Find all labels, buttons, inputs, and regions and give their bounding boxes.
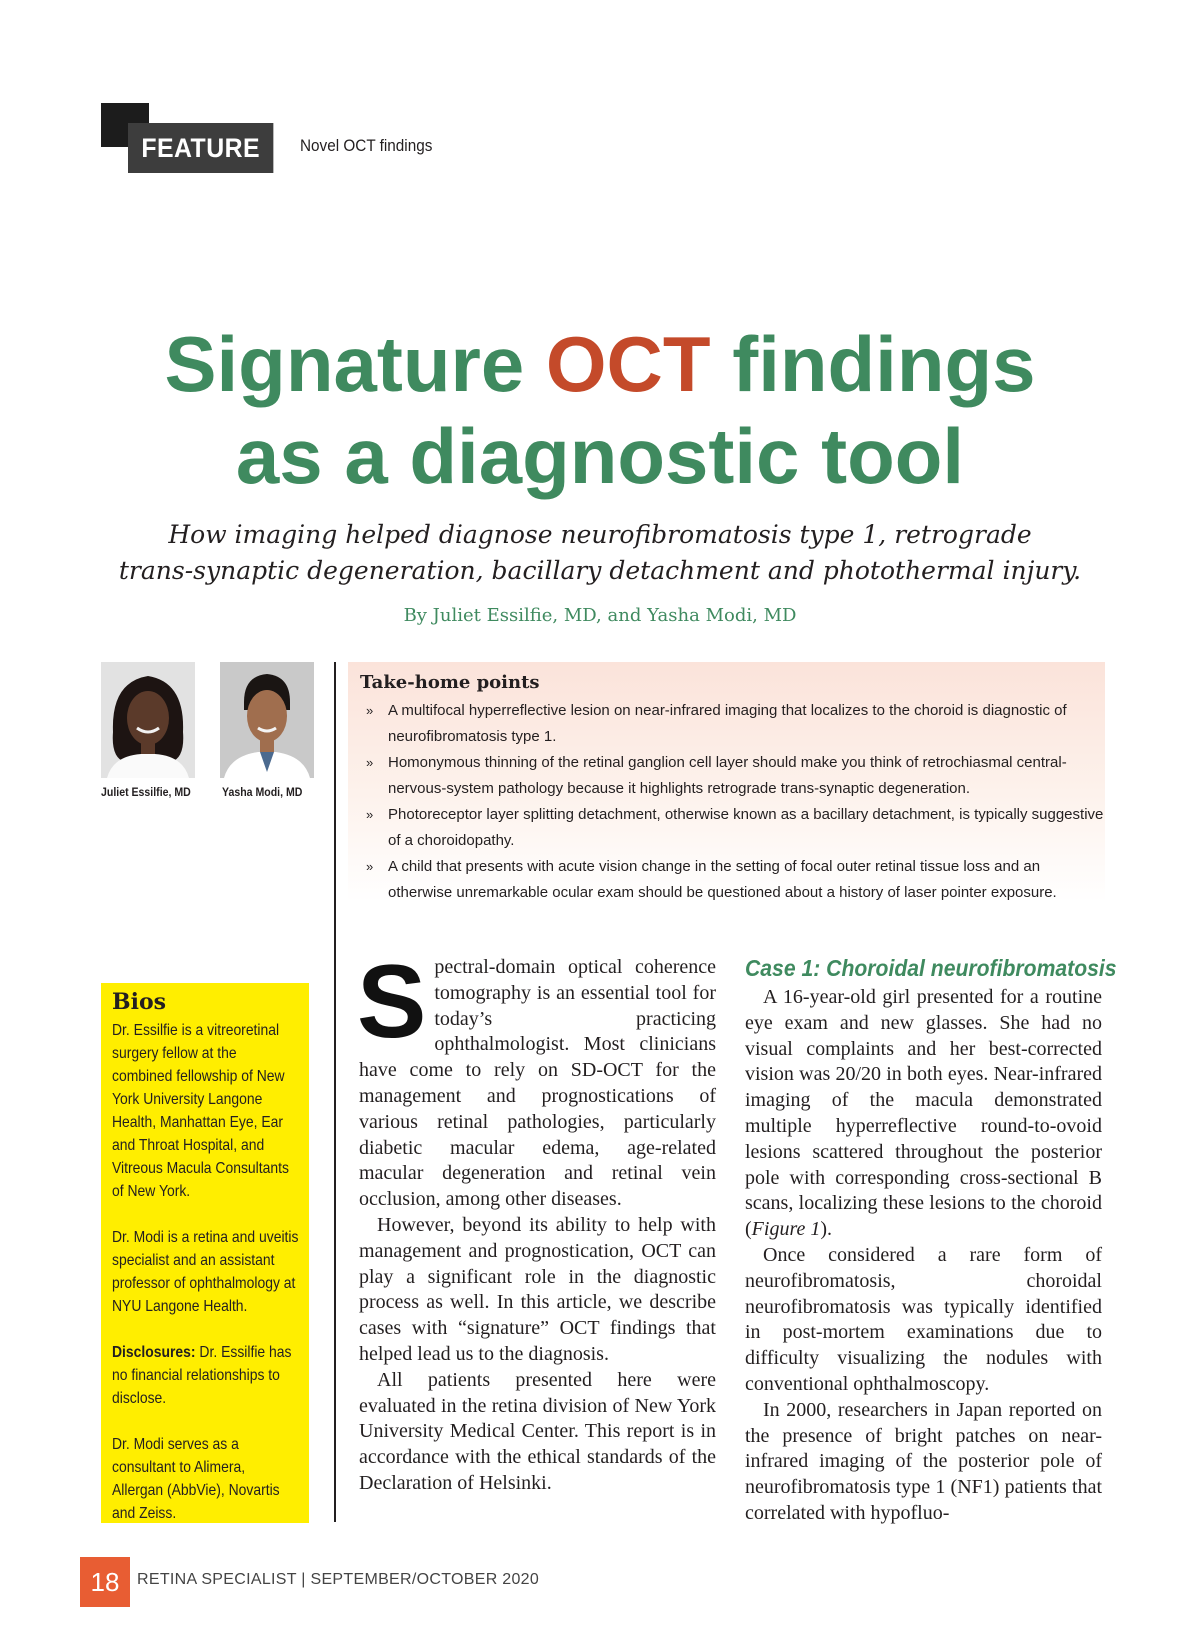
portrait-man-icon — [220, 662, 314, 778]
title-text: Signature — [164, 320, 546, 408]
section-subtitle: Novel OCT findings — [300, 136, 433, 155]
takehome-point — [360, 750, 1105, 802]
author-photo-modi — [220, 662, 314, 778]
running-footer — [137, 1571, 539, 1589]
disclosure-modi: Dr. Modi serves as a consultant to Alimera, Allergan (AbbVie), Novartis and Zeiss. — [112, 1436, 280, 1522]
byline: By Juliet Essilfie, MD, and Yasha Modi, MD — [403, 605, 797, 626]
bullet-icon: » — [366, 807, 374, 822]
disclosure-essilfie — [112, 1341, 299, 1410]
bios-body — [112, 1019, 299, 1548]
disclosures-label: Disclosures: — [112, 1344, 196, 1361]
paragraph-text: pectral-domain optical coherence tomography is an essential tool for today’s practicing ophthalmologist. Most clinicians have come to rely on SD-OCT for the management and prognostications of various retinal pathologies, particularly diabetic macular edema, age-related macular degeneration and retinal vein occlusion, among other diseases. — [359, 956, 716, 1211]
takehome-point — [360, 698, 1105, 750]
article-deck-line-1: How imaging helped diagnose neurofibromatosis type 1, retrograde — [168, 520, 1032, 549]
article-deck-line-2: trans-synaptic degeneration, bacillary detachment and photothermal injury. — [118, 556, 1082, 585]
takehome-point-text: A child that presents with acute vision change in the setting of focal outer retinal tissue loss and an otherwise unremarkable ocular exam should be questioned about a history of laser pointer exposure. — [388, 858, 1057, 901]
author-photo-essilfie — [101, 662, 195, 778]
article-paragraph — [745, 985, 1102, 1243]
page-number: 18 — [80, 1557, 130, 1607]
issue-date: SEPTEMBER/OCTOBER 2020 — [310, 1571, 540, 1588]
bios-title: Bios — [112, 989, 167, 1015]
title-accent: OCT — [545, 320, 711, 408]
bullet-icon: » — [366, 859, 374, 874]
case-1-heading: Case 1: Choroidal neurofibromatosis — [745, 955, 1117, 981]
article-column-2 — [745, 955, 1117, 1527]
article-paragraph: Once considered a rare form of neurofibromatosis, choroidal neurofibromatosis was typically identified in post-mortem examinations due to difficulty visualizing the nodules with conventional ophthalmoscopy. — [745, 1243, 1102, 1395]
takehome-point-text: Photoreceptor layer splitting detachment, otherwise known as a bacillary detachment, is typically suggestive of a choroidopathy. — [388, 806, 1104, 849]
bullet-icon: » — [366, 755, 374, 770]
takehome-point — [360, 802, 1105, 854]
bio-essilfie: Dr. Essilfie is a vitreoretinal surgery fellow at the combined fellowship of New York University Langone Health, Manhattan Eye, Ear and Throat Hospital, and Vitreous Macula Consultants of New York. — [112, 1022, 289, 1200]
takehome-list — [360, 698, 1105, 906]
article-paragraph: However, beyond its ability to help with management and prognostication, OCT can play a significant role in the diagnostic process as well. In this article, we describe cases with “signature” OCT findings that helped lead us to the diagnosis. — [359, 1213, 716, 1365]
drop-cap: S — [357, 944, 427, 1060]
article-title-line-2: as a diagnostic tool — [235, 412, 965, 500]
section-tag: FEATURE — [128, 123, 273, 173]
paragraph-text: ). — [820, 1218, 833, 1241]
author-name-modi: Yasha Modi, MD — [222, 785, 303, 799]
article-paragraph: In 2000, researchers in Japan reported on the presence of bright patches on near-infrared imaging of the posterior pole of neurofibromatosis type 1 (NF1) patients that correlated with hypofluo- — [745, 1398, 1102, 1524]
bios-box — [101, 983, 309, 1523]
column-divider — [334, 662, 336, 1522]
figure-reference: Figure 1 — [751, 1218, 821, 1241]
portrait-woman-icon — [101, 662, 195, 778]
bio-modi: Dr. Modi is a retina and uveitis specialist and an assistant professor of ophthalmology at NYU Langone Health. — [112, 1229, 299, 1315]
title-text: findings — [710, 320, 1036, 408]
disclosure-text: Dr. Essilfie has no financial relationships to disclose. — [112, 1344, 292, 1407]
paragraph-text: A 16-year-old girl presented for a routine eye exam and new glasses. She had no visual complaints and her best-corrected vision was 20/20 in both eyes. Near-infrared imaging of the macula demonstrated multiple hyperreflective round-to-ovoid lesions scattered throughout the posterior pole with corresponding cross-sectional B scans, localizing these lesions to the choroid ( — [745, 986, 1102, 1241]
author-name-essilfie: Juliet Essilfie, MD — [101, 785, 191, 799]
journal-name: RETINA SPECIALIST — [137, 1571, 297, 1588]
takehome-point-text: A multifocal hyperreflective lesion on near-infrared imaging that localizes to the choroid is diagnostic of neurofibromatosis type 1. — [388, 702, 1067, 745]
takehome-title: Take-home points — [360, 672, 540, 693]
footer-separator: | — [296, 1571, 311, 1588]
takehome-point — [360, 854, 1105, 906]
article-paragraph: All patients presented here were evaluated in the retina division of New York University Medical Center. This report is in accordance with the ethical standards of the Declaration of Helsinki. — [359, 1368, 716, 1494]
takehome-box — [348, 662, 1105, 902]
takehome-point-text: Homonymous thinning of the retinal ganglion cell layer should make you think of retrochiasmal central-nervous-system pathology because it highlights retrograde trans-synaptic degeneration. — [388, 754, 1067, 797]
article-paragraph — [357, 944, 716, 1213]
bullet-icon: » — [366, 703, 374, 718]
article-title-line-1 — [60, 318, 1140, 410]
article-column-1 — [357, 944, 716, 1497]
